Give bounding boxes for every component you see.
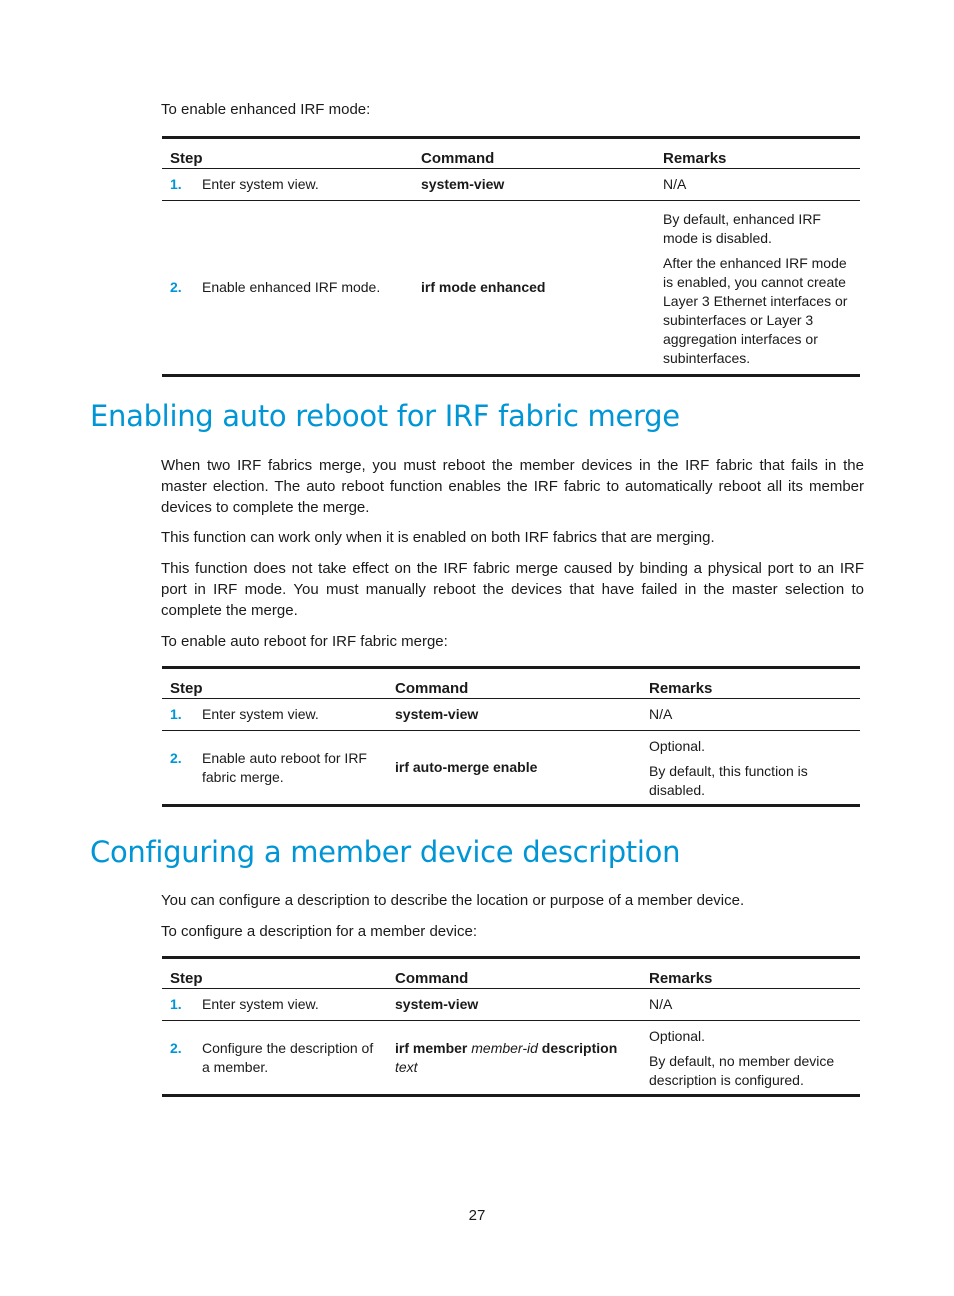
section-title-auto-reboot: Enabling auto reboot for IRF fabric merge (90, 399, 680, 433)
command-cell: system-view (395, 706, 479, 722)
step-description: Enable auto reboot for IRF fabric merge. (202, 749, 367, 785)
header-remarks: Remarks (641, 958, 860, 989)
step-number: 1. (170, 706, 182, 722)
command-cell: irf auto-merge enable (395, 759, 538, 775)
header-step: Step (162, 958, 387, 989)
command-argument: member-id (471, 1039, 538, 1056)
remark: Optional. (649, 738, 706, 754)
step-number: 2. (170, 749, 182, 766)
step-number: 2. (170, 1039, 182, 1056)
header-command: Command (413, 138, 655, 169)
paragraph: To enable auto reboot for IRF fabric merge: (161, 633, 448, 650)
step-number: 1. (170, 996, 182, 1012)
remark: By default, this function is disabled. (649, 763, 808, 798)
table-row (162, 699, 860, 731)
remark: Optional. (649, 1028, 706, 1044)
step-description: Enter system view. (202, 176, 319, 192)
step-description: Enable enhanced IRF mode. (202, 279, 381, 295)
auto-reboot-table (162, 666, 860, 807)
step-number: 1. (170, 176, 182, 192)
page-number: 27 (468, 1207, 486, 1224)
header-step: Step (162, 668, 387, 699)
remark: After the enhanced IRF mode is enabled, you cannot create Layer 3 Ethernet interfaces or subinterfaces or Layer 3 aggregation interfaces or subinterfaces. (663, 255, 848, 366)
command-cell (387, 1021, 641, 1096)
step-number: 2. (170, 279, 182, 295)
command-cell: irf mode enhanced (421, 279, 546, 295)
enhanced-irf-table (162, 136, 860, 377)
header-command: Command (387, 958, 641, 989)
intro-enhanced-irf: To enable enhanced IRF mode: (161, 101, 371, 118)
command-cell: system-view (395, 996, 479, 1012)
command-keyword: description (541, 1039, 618, 1056)
remark: N/A (663, 176, 687, 192)
remark: By default, no member device description is configured. (649, 1053, 835, 1088)
paragraph: When two IRF fabrics merge, you must reboot the member devices in the IRF fabric that fails in the master election. The auto reboot function enables the IRF fabric to automatically reboot all its member devices to complete the merge. (161, 457, 864, 516)
paragraph: This function does not take effect on the IRF fabric merge caused by binding a physical port to an IRF port in IRF mode. You must manually reboot the devices that have failed in the master selection to complete the merge. (161, 560, 864, 619)
table-row (162, 1021, 860, 1096)
command-keyword: irf member (395, 1039, 468, 1056)
table-row (162, 169, 860, 201)
header-command: Command (387, 668, 641, 699)
paragraph: You can configure a description to describe the location or purpose of a member device. (161, 892, 745, 909)
remark: By default, enhanced IRF mode is disabled. (663, 211, 821, 246)
step-description: Enter system view. (202, 706, 319, 722)
table-row (162, 201, 860, 376)
header-remarks: Remarks (655, 138, 860, 169)
table-row (162, 989, 860, 1021)
command-argument: text (395, 1058, 418, 1075)
paragraph: To configure a description for a member device: (161, 923, 477, 940)
header-remarks: Remarks (641, 668, 860, 699)
table-row (162, 731, 860, 806)
paragraph: This function can work only when it is enabled on both IRF fabrics that are merging. (161, 529, 715, 546)
remark: N/A (649, 706, 673, 722)
step-description: Configure the description of a member. (202, 1039, 374, 1075)
remark: N/A (649, 996, 673, 1012)
section-title-member-description: Configuring a member device description (90, 835, 681, 869)
member-description-table (162, 956, 860, 1097)
step-description: Enter system view. (202, 996, 319, 1012)
header-step: Step (162, 138, 413, 169)
command-cell: system-view (421, 176, 505, 192)
